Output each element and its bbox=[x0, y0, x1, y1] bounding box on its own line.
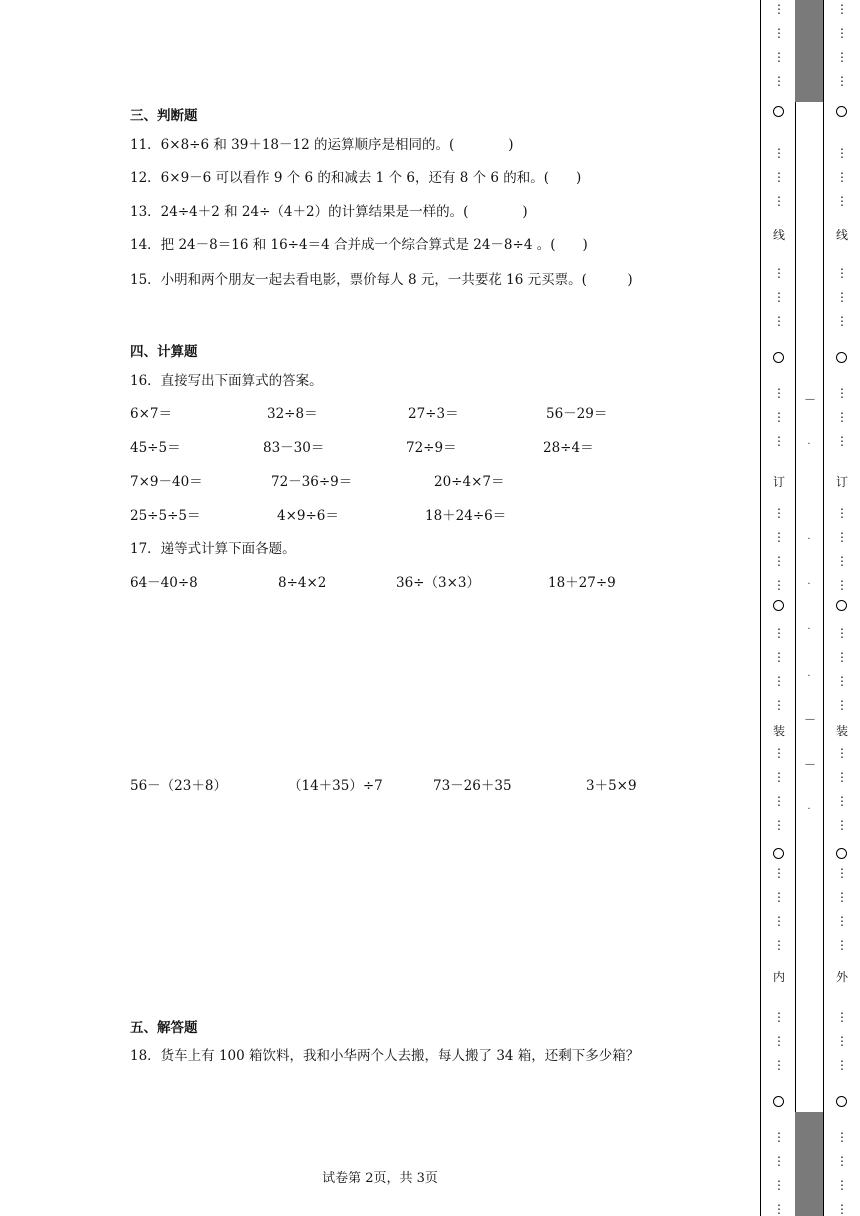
margin-gray-band-bottom bbox=[795, 1112, 823, 1216]
cut-line-dot: ⋮ bbox=[836, 650, 848, 664]
question-11: 11．6×8÷6 和 39＋18－12 的运算顺序是相同的。( ) bbox=[130, 137, 514, 153]
cut-line-dot: ⋮ bbox=[836, 1178, 848, 1192]
cut-line-dot: ⋮ bbox=[836, 1130, 848, 1144]
cut-line-dot: ⋮ bbox=[773, 1130, 785, 1144]
cut-line-dot: ⋮ bbox=[773, 626, 785, 640]
cut-line-dot: ⋮ bbox=[836, 434, 848, 448]
binding-circle-icon bbox=[773, 352, 784, 363]
cut-line-dot: ⋮ bbox=[836, 746, 848, 760]
oral-calc-item: 28÷4＝ bbox=[543, 440, 594, 456]
cut-line-dot: ⋮ bbox=[773, 794, 785, 808]
binding-circle-icon bbox=[836, 848, 847, 859]
binding-circle-icon bbox=[836, 600, 847, 611]
margin-label-bind: 订 bbox=[835, 475, 848, 489]
cut-line-dot: ⋮ bbox=[773, 770, 785, 784]
cut-line-dot: ⋮ bbox=[773, 554, 785, 568]
binding-circle-icon bbox=[773, 848, 784, 859]
margin-faint-mark: · bbox=[807, 439, 811, 450]
margin-label-staple: 装 bbox=[835, 724, 848, 738]
step-calc-item: （14＋35）÷7 bbox=[288, 778, 383, 794]
section5-title: 五、解答题 bbox=[130, 1020, 198, 1036]
oral-calc-row bbox=[130, 507, 730, 525]
cut-line-dot: ⋮ bbox=[836, 314, 848, 328]
cut-line-dot: ⋮ bbox=[773, 2, 785, 16]
section4-title: 四、计算题 bbox=[130, 344, 198, 360]
cut-line-dot: ⋮ bbox=[836, 290, 848, 304]
cut-line-dot: ⋮ bbox=[836, 914, 848, 928]
margin-faint-mark: · bbox=[807, 534, 811, 545]
step-calc-item: 36÷（3×3） bbox=[396, 575, 480, 591]
cut-line-dot: ⋮ bbox=[773, 866, 785, 880]
step-calc-row bbox=[130, 574, 730, 592]
cut-line-dot: ⋮ bbox=[773, 266, 785, 280]
margin-border-left bbox=[760, 0, 761, 1216]
margin-label-bind: 订 bbox=[772, 475, 785, 489]
cut-line-dot: ⋮ bbox=[836, 1202, 848, 1216]
cut-line-dot: ⋮ bbox=[773, 938, 785, 952]
cut-line-dot: ⋮ bbox=[836, 194, 848, 208]
step-calc-item: 73－26＋35 bbox=[433, 778, 512, 794]
cut-line-dot: ⋮ bbox=[836, 50, 848, 64]
margin-border bbox=[795, 0, 796, 1216]
question-17: 17．递等式计算下面各题。 bbox=[130, 541, 296, 557]
cut-line-dot: ⋮ bbox=[836, 890, 848, 904]
cut-line-dot: ⋮ bbox=[773, 506, 785, 520]
cut-line-dot: ⋮ bbox=[773, 386, 785, 400]
binding-circle-icon bbox=[773, 106, 784, 117]
cut-line-dot: ⋮ bbox=[773, 74, 785, 88]
cut-line-dot: ⋮ bbox=[836, 818, 848, 832]
cut-line-dot: ⋮ bbox=[836, 2, 848, 16]
binding-margin bbox=[760, 0, 860, 1216]
cut-line-dot: ⋮ bbox=[836, 770, 848, 784]
oral-calc-item: 56－29＝ bbox=[546, 406, 608, 422]
margin-faint-mark: · bbox=[807, 804, 811, 815]
cut-line-dot: ⋮ bbox=[836, 266, 848, 280]
question-13: 13．24÷4＋2 和 24÷（4＋2）的计算结果是一样的。( ) bbox=[130, 204, 528, 220]
oral-calc-item: 45÷5＝ bbox=[130, 440, 181, 456]
cut-line-dot: ⋮ bbox=[773, 1034, 785, 1048]
question-16: 16．直接写出下面算式的答案。 bbox=[130, 373, 323, 389]
margin-faint-mark: · bbox=[807, 624, 811, 635]
cut-line-dot: ⋮ bbox=[836, 1034, 848, 1048]
step-calc-item: 64－40÷8 bbox=[130, 575, 198, 591]
margin-faint-mark: · bbox=[807, 579, 811, 590]
oral-calc-item: 20÷4×7＝ bbox=[434, 474, 505, 490]
margin-label-line: 线 bbox=[835, 228, 848, 242]
cut-line-dot: ⋮ bbox=[773, 578, 785, 592]
question-15: 15．小明和两个朋友一起去看电影，票价每人 8 元，一共要花 16 元买票。( ) bbox=[130, 272, 633, 288]
cut-line-dot: ⋮ bbox=[773, 146, 785, 160]
oral-calc-item: 4×9÷6＝ bbox=[277, 508, 339, 524]
cut-line-dot: ⋮ bbox=[836, 626, 848, 640]
margin-label-staple: 装 bbox=[772, 724, 785, 738]
margin-faint-mark: — bbox=[805, 394, 815, 405]
cut-line-dot: ⋮ bbox=[773, 194, 785, 208]
margin-faint-mark: · bbox=[807, 671, 811, 682]
binding-circle-icon bbox=[836, 1096, 847, 1107]
question-12: 12．6×9－6 可以看作 9 个 6 的和减去 1 个 6，还有 8 个 6 的和。( ) bbox=[130, 170, 582, 186]
cut-line-dot: ⋮ bbox=[773, 314, 785, 328]
cut-line-dot: ⋮ bbox=[773, 698, 785, 712]
cut-line-dot: ⋮ bbox=[836, 386, 848, 400]
question-18: 18．货车上有 100 箱饮料，我和小华两个人去搬，每人搬了 34 箱，还剩下多少箱？ bbox=[130, 1048, 640, 1064]
cut-line-dot: ⋮ bbox=[773, 1202, 785, 1216]
cut-line-dot: ⋮ bbox=[773, 890, 785, 904]
binding-circle-icon bbox=[773, 1096, 784, 1107]
oral-calc-item: 18＋24÷6＝ bbox=[425, 508, 507, 524]
cut-line-dot: ⋮ bbox=[773, 530, 785, 544]
cut-line-dot: ⋮ bbox=[836, 26, 848, 40]
cut-line-dot: ⋮ bbox=[773, 170, 785, 184]
cut-line-dot: ⋮ bbox=[836, 506, 848, 520]
oral-calc-item: 25÷5÷5＝ bbox=[130, 508, 201, 524]
binding-circle-icon bbox=[836, 352, 847, 363]
oral-calc-item: 72÷9＝ bbox=[406, 440, 457, 456]
cut-line-dot: ⋮ bbox=[773, 434, 785, 448]
step-calc-item: 8÷4×2 bbox=[278, 575, 327, 591]
binding-circle-icon bbox=[836, 106, 847, 117]
cut-line-dot: ⋮ bbox=[773, 818, 785, 832]
cut-line-dot: ⋮ bbox=[836, 410, 848, 424]
cut-line-dot: ⋮ bbox=[836, 530, 848, 544]
cut-line-dot: ⋮ bbox=[773, 914, 785, 928]
margin-gray-band-top bbox=[795, 0, 823, 102]
cut-line-dot: ⋮ bbox=[836, 938, 848, 952]
margin-border bbox=[823, 0, 824, 1216]
step-calc-item: 18＋27÷9 bbox=[548, 575, 616, 591]
cut-line-dot: ⋮ bbox=[836, 170, 848, 184]
cut-line-dot: ⋮ bbox=[773, 1178, 785, 1192]
oral-calc-item: 72－36÷9＝ bbox=[271, 474, 353, 490]
step-calc-item: 56－（23＋8） bbox=[130, 778, 227, 794]
cut-line-dot: ⋮ bbox=[836, 578, 848, 592]
cut-line-dot: ⋮ bbox=[773, 1058, 785, 1072]
oral-calc-item: 6×7＝ bbox=[130, 406, 172, 422]
oral-calc-item: 83－30＝ bbox=[263, 440, 325, 456]
cut-line-dot: ⋮ bbox=[773, 674, 785, 688]
margin-faint-mark: — bbox=[805, 759, 815, 770]
oral-calc-item: 7×9－40＝ bbox=[130, 474, 203, 490]
cut-line-dot: ⋮ bbox=[836, 674, 848, 688]
cut-line-dot: ⋮ bbox=[836, 554, 848, 568]
oral-calc-row bbox=[130, 439, 730, 457]
margin-label-outer: 外 bbox=[835, 970, 848, 984]
step-calc-row bbox=[130, 777, 730, 795]
section3-title: 三、判断题 bbox=[130, 108, 198, 124]
cut-line-dot: ⋮ bbox=[773, 50, 785, 64]
cut-line-dot: ⋮ bbox=[773, 410, 785, 424]
margin-label-inner: 内 bbox=[772, 970, 785, 984]
question-14: 14．把 24－8＝16 和 16÷4＝4 合并成一个综合算式是 24－8÷4 。( ) bbox=[130, 237, 588, 253]
cut-line-dot: ⋮ bbox=[836, 146, 848, 160]
oral-calc-item: 32÷8＝ bbox=[267, 406, 318, 422]
margin-faint-mark: — bbox=[805, 714, 815, 725]
cut-line-dot: ⋮ bbox=[773, 26, 785, 40]
binding-circle-icon bbox=[773, 600, 784, 611]
cut-line-dot: ⋮ bbox=[836, 794, 848, 808]
oral-calc-row bbox=[130, 473, 730, 491]
cut-line-dot: ⋮ bbox=[836, 866, 848, 880]
step-calc-item: 3＋5×9 bbox=[586, 778, 637, 794]
cut-line-dot: ⋮ bbox=[836, 698, 848, 712]
cut-line-dot: ⋮ bbox=[773, 746, 785, 760]
cut-line-dot: ⋮ bbox=[836, 1154, 848, 1168]
margin-label-line: 线 bbox=[772, 228, 785, 242]
oral-calc-item: 27÷3＝ bbox=[408, 406, 459, 422]
cut-line-dot: ⋮ bbox=[773, 1010, 785, 1024]
cut-line-dot: ⋮ bbox=[773, 290, 785, 304]
cut-line-dot: ⋮ bbox=[773, 1154, 785, 1168]
cut-line-dot: ⋮ bbox=[836, 74, 848, 88]
cut-line-dot: ⋮ bbox=[836, 1058, 848, 1072]
oral-calc-row bbox=[130, 405, 730, 423]
cut-line-dot: ⋮ bbox=[773, 650, 785, 664]
page-footer: 试卷第 2页，共 3页 bbox=[322, 1171, 438, 1186]
cut-line-dot: ⋮ bbox=[836, 1010, 848, 1024]
